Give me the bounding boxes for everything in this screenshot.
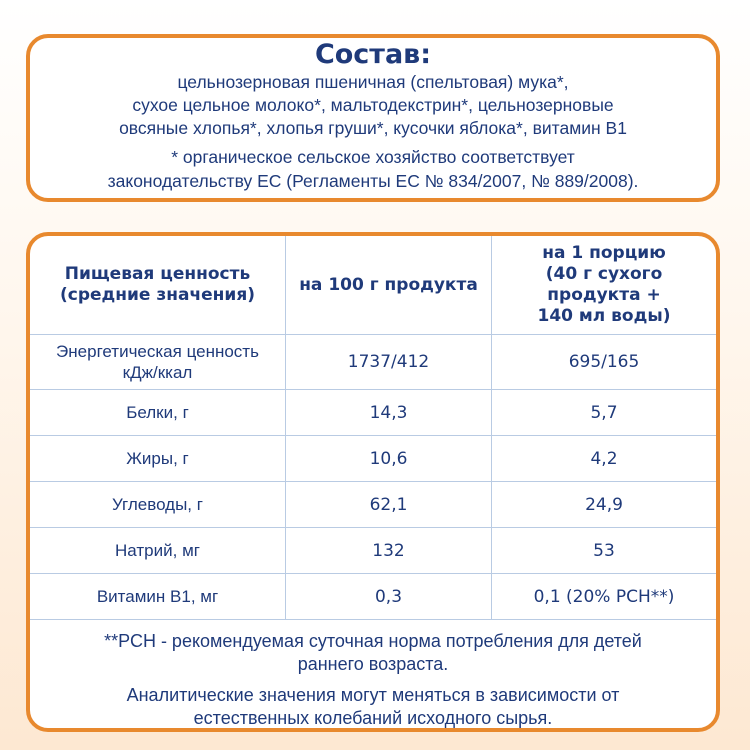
composition-ingredients [30, 71, 716, 140]
value-per-portion: 4,2 [492, 436, 717, 482]
header-text: Пищевая ценность [64, 264, 251, 284]
header-text: (средние значения) [59, 285, 256, 305]
row-label: Жиры, г [30, 436, 286, 482]
row-label: Белки, г [30, 390, 286, 436]
value-per-100g: 62,1 [286, 482, 492, 528]
composition-title: Состав: [314, 39, 432, 70]
table-row [30, 335, 716, 390]
header-text: 140 мл воды) [537, 306, 671, 326]
table-row [30, 574, 716, 620]
value-per-portion: 695/165 [492, 335, 717, 390]
value-per-100g: 10,6 [286, 436, 492, 482]
analytical-values-footnote [30, 684, 716, 730]
header-nutritional-value [30, 236, 286, 335]
row-label: Углеводы, г [30, 482, 286, 528]
header-per-100g: на 100 г продукта [286, 236, 492, 335]
header-text: на 1 порцию [542, 243, 666, 263]
row-label: Витамин B1, мг [30, 574, 286, 620]
nutrition-card [26, 232, 720, 732]
organic-note-line: * органическое сельское хозяйство соответствует [171, 147, 575, 167]
value-per-100g: 14,3 [286, 390, 492, 436]
value-per-100g: 132 [286, 528, 492, 574]
row-label-line: кДж/ккал [122, 363, 193, 382]
organic-note-line: законодательству ЕС (Регламенты ЕС № 834/2007, № 889/2008). [107, 171, 639, 191]
table-header-row [30, 236, 716, 335]
ingredients-line: овсяные хлопья*, хлопья груши*, кусочки яблока*, витамин B1 [119, 118, 627, 138]
rsn-footnote [30, 630, 716, 676]
value-per-100g: 0,3 [286, 574, 492, 620]
table-row [30, 528, 716, 574]
footnote-line: Аналитические значения могут меняться в зависимости от [126, 685, 620, 705]
header-per-portion [492, 236, 717, 335]
ingredients-line: цельнозерновая пшеничная (спельтовая) мука*, [177, 72, 569, 92]
nutrition-table [30, 236, 716, 620]
header-text: (40 г сухого [545, 264, 663, 284]
composition-card [26, 34, 720, 202]
footnote-line: раннего возраста. [297, 654, 449, 674]
row-label-line: Энергетическая ценность [56, 342, 259, 361]
ingredients-line: сухое цельное молоко*, мальтодекстрин*, цельнозерновые [132, 95, 614, 115]
value-per-portion: 0,1 (20% РСН**) [492, 574, 717, 620]
value-per-portion: 53 [492, 528, 717, 574]
value-per-100g: 1737/412 [286, 335, 492, 390]
table-row [30, 482, 716, 528]
header-text: продукта + [547, 285, 661, 305]
table-row [30, 436, 716, 482]
value-per-portion: 5,7 [492, 390, 717, 436]
organic-note [30, 145, 716, 193]
footnote-line: естественных колебаний исходного сырья. [193, 708, 553, 728]
value-per-portion: 24,9 [492, 482, 717, 528]
footnote-line: **РСН - рекомендуемая суточная норма потребления для детей [104, 631, 642, 651]
table-row [30, 390, 716, 436]
row-label [30, 335, 286, 390]
row-label: Натрий, мг [30, 528, 286, 574]
